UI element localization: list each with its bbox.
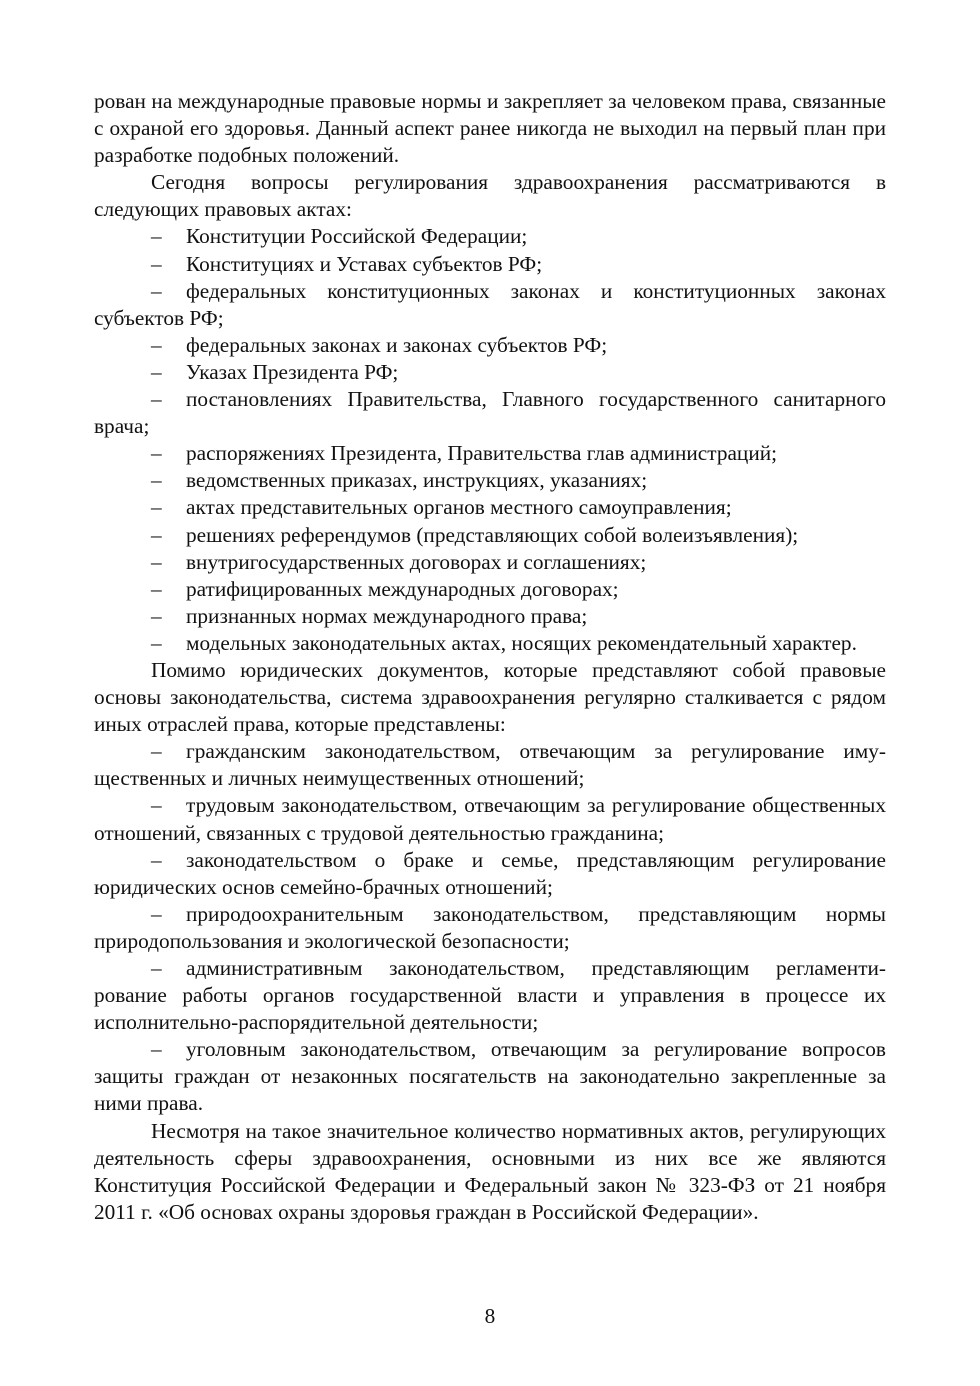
paragraph-intro: рован на международные правовые нормы и закрепляет за человеком права, связанные с охраной его здоровья. Данный аспект ранее никогда не выходил на первый план при разработке подобных положений. — [94, 89, 886, 168]
list-item — [94, 955, 886, 1036]
list-item-text: актах представительных органов местного самоуправления; — [186, 495, 732, 520]
list-item — [94, 901, 886, 955]
list-item-text: федеральных законах и законах субъектов РФ; — [186, 332, 608, 357]
list-item — [94, 494, 886, 521]
dash-bullet: – — [151, 224, 162, 249]
dash-bullet: – — [151, 495, 162, 520]
dash-bullet: – — [151, 576, 162, 601]
dash-bullet: – — [151, 387, 162, 412]
list-item — [94, 576, 886, 603]
list-item-text: природоохранительным законодательством, представляющим нормы природопользования и экологической безопасности; — [94, 901, 886, 953]
list-item-text: модельных законодательных актах, носящих рекомендательный характер. — [186, 630, 857, 655]
list-item-text: федеральных конституционных законах и конституционных законах субъектов РФ; — [94, 278, 886, 330]
list-item-text: распоряжениях Президента, Правительства глав администраций; — [186, 441, 778, 466]
list-item-text: административным законодательством, представляющим регламентирование работы органов государственной власти и управления в процессе их исполнительно-распорядительной деятельности; — [94, 956, 886, 1035]
list-item — [94, 278, 886, 332]
list-item-text: ратифицированных международных договорах; — [186, 576, 619, 601]
page-number: 8 — [484, 1304, 496, 1328]
dash-bullet: – — [151, 522, 162, 547]
dash-bullet: – — [151, 739, 162, 764]
list-item-text: гражданским законодательством, отвечающим за регулирование имущественных и личных неимущественных отношений; — [94, 739, 886, 791]
law-branches-list — [94, 738, 886, 1117]
list-item-text: Указах Президента РФ; — [186, 359, 399, 384]
list-item — [94, 386, 886, 440]
list-item-text: трудовым законодательством, отвечающим за регулирование общественных отношений, связанных с трудовой деятельностью гражданина; — [94, 793, 886, 845]
list-item — [94, 549, 886, 576]
list-item-text: внутригосударственных договорах и соглашениях; — [186, 549, 647, 574]
list-item-text: решениях референдумов (представляющих собой волеизъявления); — [186, 522, 799, 547]
paragraph-conclusion: Несмотря на такое значительное количество нормативных актов, регулирующих деятельность сферы здравоохранения, основными из них все же являются Конституция Российской Федерации и Федеральный закон № 323-ФЗ от 21 ноября 2011 г. «Об основах охраны здоровья граждан в Российской Федерации». — [94, 1118, 886, 1224]
paragraph-branches: Помимо юридических документов, которые представляют собой правовые основы законодательства, система здравоохранения регулярно сталкивается с рядом иных отраслей права, которые представлены: — [94, 657, 886, 737]
list-item-text: уголовным законодательством, отвечающим за регулирование вопросов защиты граждан от незаконных посягательств на законодательно закрепленные за ними права. — [94, 1037, 886, 1116]
dash-bullet: – — [151, 603, 162, 628]
dash-bullet: – — [151, 278, 162, 303]
dash-bullet: – — [151, 441, 162, 466]
dash-bullet: – — [151, 847, 162, 872]
dash-bullet: – — [151, 793, 162, 818]
dash-bullet: – — [151, 359, 162, 384]
list-item-text: признанных нормах международного права; — [186, 603, 588, 628]
legal-acts-list — [94, 223, 886, 657]
dash-bullet: – — [151, 332, 162, 357]
list-item — [94, 847, 886, 901]
list-item — [94, 603, 886, 630]
document-page — [94, 88, 886, 1226]
dash-bullet: – — [151, 630, 162, 655]
list-item — [94, 440, 886, 467]
list-item — [94, 792, 886, 846]
paragraph-acts: Сегодня вопросы регулирования здравоохранения рассматриваются в следующих правовых актах: — [94, 170, 886, 222]
dash-bullet: – — [151, 901, 162, 926]
list-item — [94, 630, 886, 657]
list-item — [94, 223, 886, 250]
dash-bullet: – — [151, 956, 162, 980]
dash-bullet: – — [151, 468, 162, 493]
list-item — [94, 359, 886, 386]
list-item-text: Конституции Российской Федерации; — [186, 224, 528, 249]
list-item-text: Конституциях и Уставах субъектов РФ; — [186, 251, 543, 276]
dash-bullet: – — [151, 251, 162, 276]
list-item-text: постановлениях Правительства, Главного государственного санитарного врача; — [94, 387, 886, 439]
list-item — [94, 332, 886, 359]
list-item-text: ведомственных приказах, инструкциях, указаниях; — [186, 468, 648, 493]
list-item — [94, 467, 886, 494]
dash-bullet: – — [151, 1037, 162, 1062]
dash-bullet: – — [151, 549, 162, 574]
list-item-text: законодательством о браке и семье, представляющим регулирование юридических основ семейно-брачных отношений; — [94, 847, 886, 899]
list-item — [94, 1036, 886, 1117]
list-item — [94, 522, 886, 549]
list-item — [94, 738, 886, 792]
list-item — [94, 251, 886, 278]
